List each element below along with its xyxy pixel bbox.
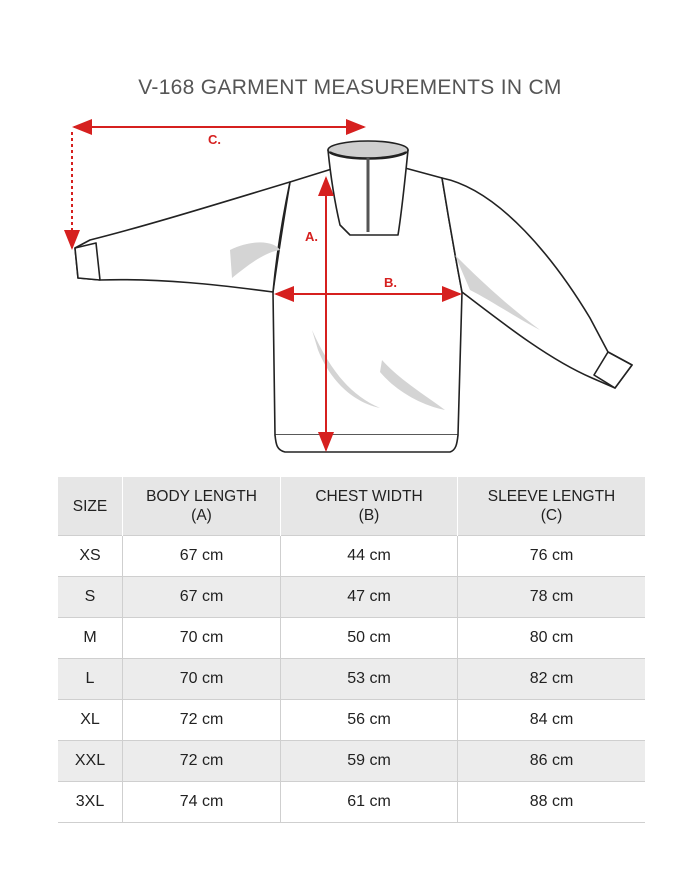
header-sleeve-length: SLEEVE LENGTH (C)	[458, 477, 646, 536]
table-row	[58, 782, 645, 823]
cell-size: 3XL	[58, 782, 123, 823]
cell-size: M	[58, 618, 123, 659]
table-row	[58, 618, 645, 659]
cell-body-length: 74 cm	[123, 782, 281, 823]
cell-chest-width: 44 cm	[281, 536, 458, 577]
size-chart-table	[58, 477, 645, 823]
cell-chest-width: 47 cm	[281, 577, 458, 618]
header-size: SIZE	[58, 477, 123, 536]
table-row	[58, 700, 645, 741]
cell-sleeve-length: 84 cm	[458, 700, 646, 741]
label-b: B.	[384, 275, 397, 290]
cell-sleeve-length: 78 cm	[458, 577, 646, 618]
cell-size: XL	[58, 700, 123, 741]
label-a: A.	[305, 229, 318, 244]
cell-size: XXL	[58, 741, 123, 782]
cell-body-length: 70 cm	[123, 618, 281, 659]
cell-body-length: 67 cm	[123, 536, 281, 577]
table-row	[58, 741, 645, 782]
cell-sleeve-length: 86 cm	[458, 741, 646, 782]
cell-body-length: 72 cm	[123, 741, 281, 782]
cell-chest-width: 61 cm	[281, 782, 458, 823]
table-row	[58, 536, 645, 577]
garment-illustration	[0, 110, 700, 470]
page-title: V-168 GARMENT MEASUREMENTS IN CM	[138, 76, 562, 99]
cell-chest-width: 59 cm	[281, 741, 458, 782]
header-body-length: BODY LENGTH (A)	[123, 477, 281, 536]
cell-body-length: 72 cm	[123, 700, 281, 741]
cell-chest-width: 53 cm	[281, 659, 458, 700]
table-row	[58, 577, 645, 618]
table-header-row	[58, 477, 645, 536]
cell-chest-width: 56 cm	[281, 700, 458, 741]
cell-size: S	[58, 577, 123, 618]
cell-size: L	[58, 659, 123, 700]
table-row	[58, 659, 645, 700]
header-chest-width: CHEST WIDTH (B)	[281, 477, 458, 536]
cell-body-length: 67 cm	[123, 577, 281, 618]
cell-size: XS	[58, 536, 123, 577]
sweater-body	[75, 141, 632, 452]
cell-sleeve-length: 88 cm	[458, 782, 646, 823]
cell-sleeve-length: 80 cm	[458, 618, 646, 659]
cell-body-length: 70 cm	[123, 659, 281, 700]
cell-sleeve-length: 82 cm	[458, 659, 646, 700]
label-c: C.	[208, 132, 221, 147]
cell-sleeve-length: 76 cm	[458, 536, 646, 577]
cell-chest-width: 50 cm	[281, 618, 458, 659]
